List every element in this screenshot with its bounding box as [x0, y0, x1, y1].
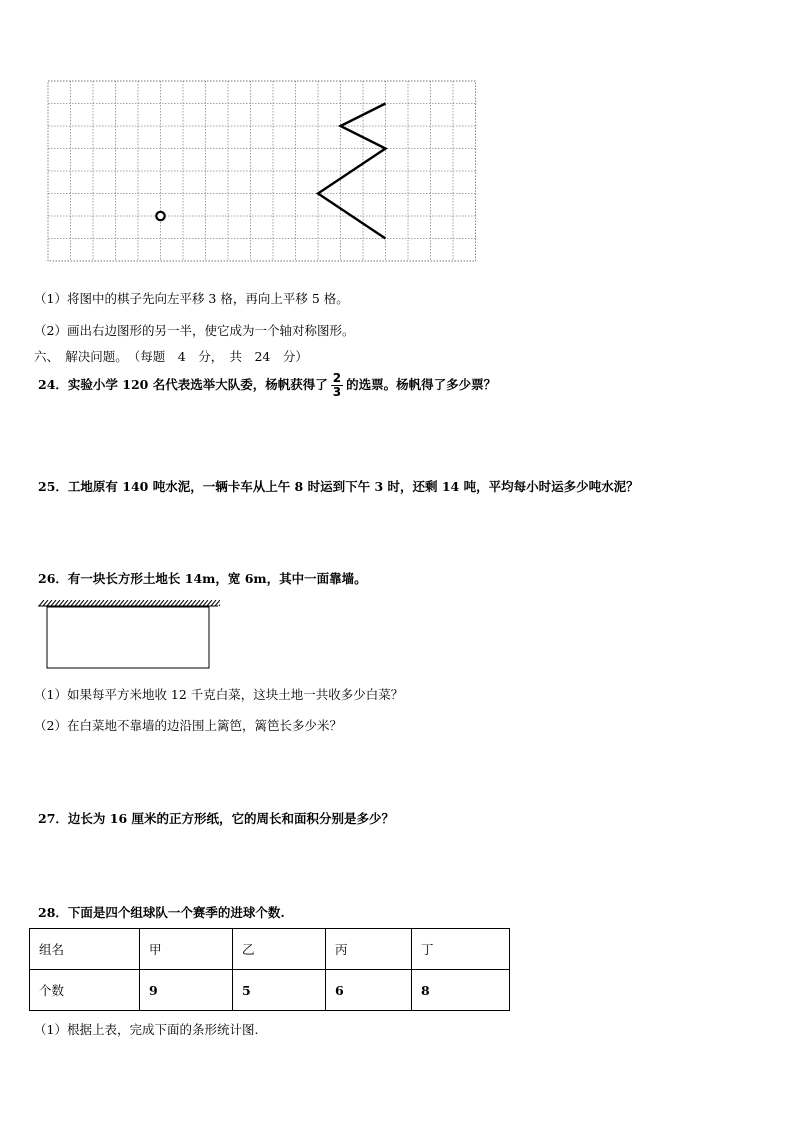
q26-sub2: （2）在白菜地不靠墙的边沿围上篱笆，篱笆长多少米？	[34, 718, 342, 733]
section-6-title: 六、 解决问题。 （每题 4 分， 共 24 分）	[34, 349, 308, 364]
grid-figure	[47, 80, 503, 279]
table-cell: 8	[412, 970, 510, 1011]
fraction-denominator: 3	[332, 385, 342, 399]
field-rectangle	[47, 607, 209, 668]
question-27: 27．边长为 16 厘米的正方形纸，它的周长和面积分别是多少？	[38, 811, 394, 826]
table-cell: 乙	[233, 929, 326, 970]
table-header-row	[30, 929, 510, 970]
table-cell: 9	[140, 970, 233, 1011]
question-28: 28．下面是四个组球队一个赛季的进球个数.	[38, 905, 285, 920]
q23-sub2: （2）画出右边图形的另一半，使它成为一个轴对称图形。	[34, 323, 355, 338]
q24-text-after: 的选票。杨帆得了多少票？	[346, 377, 497, 392]
table-row	[30, 970, 510, 1011]
table-cell: 个数	[30, 970, 140, 1011]
q24-text-before: 24．实验小学 120 名代表选举大队委，杨帆获得了	[38, 377, 328, 392]
wall-hatching	[38, 600, 220, 606]
goals-table	[29, 928, 510, 1011]
table-cell: 甲	[140, 929, 233, 970]
q26-sub1: （1）如果每平方米地收 12 千克白菜，这块土地一共收多少白菜？	[34, 687, 404, 702]
field-diagram	[36, 600, 220, 670]
table-cell: 组名	[30, 929, 140, 970]
question-24	[38, 372, 496, 399]
question-26: 26．有一块长方形土地长 14m，宽 6m，其中一面靠墙。	[38, 571, 367, 586]
table-cell: 6	[326, 970, 412, 1011]
table-cell: 丙	[326, 929, 412, 970]
q23-sub1: （1）将图中的棋子先向左平移 3 格，再向上平移 5 格。	[34, 291, 349, 306]
table-cell: 丁	[412, 929, 510, 970]
chess-piece	[156, 212, 164, 220]
question-25: 25．工地原有 140 吨水泥，一辆卡车从上午 8 时运到下午 3 时，还剩 14 吨，平均每小时运多少吨水泥？	[38, 479, 639, 494]
q28-sub1: （1）根据上表，完成下面的条形统计图.	[34, 1022, 259, 1037]
fraction-numerator: 2	[332, 371, 342, 385]
table-cell: 5	[233, 970, 326, 1011]
fraction	[331, 372, 343, 399]
